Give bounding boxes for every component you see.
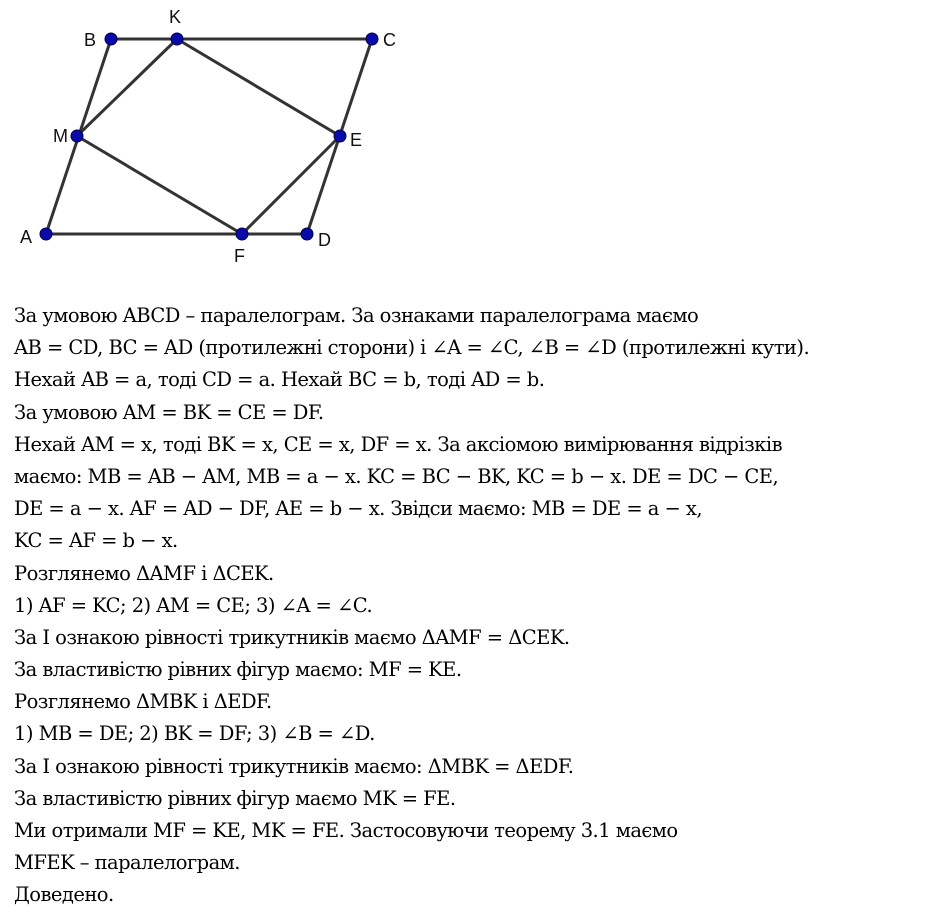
proof-line: 1) MB = DE; 2) BK = DF; 3) ∠B = ∠D. bbox=[14, 722, 375, 746]
point-m bbox=[71, 130, 83, 142]
segment-ke bbox=[177, 39, 340, 136]
point-d bbox=[301, 228, 313, 240]
point-f bbox=[236, 228, 248, 240]
segment-mk bbox=[77, 39, 177, 136]
segment-ef bbox=[242, 136, 340, 234]
proof-line: Нехай AB = a, тоді CD = a. Нехай BC = b, тоді AD = b. bbox=[14, 368, 545, 392]
label-d: D bbox=[318, 230, 331, 250]
proof-line: DE = a − x. AF = AD − DF, AE = b − x. Звідси маємо: MB = DE = a − x, bbox=[14, 497, 703, 521]
point-b bbox=[105, 33, 117, 45]
proof-line: За І ознакою рівності трикутників маємо ΔAMF = ΔCEK. bbox=[14, 625, 570, 649]
proof-line: Нехай AM = x, тоді BK = x, CE = x, DF = x. За аксіомою вимірювання відрізків bbox=[14, 432, 783, 456]
proof-line: маємо: MB = AB − AM, MB = a − x. KC = BC − BK, KC = b − x. DE = DC − CE, bbox=[14, 464, 779, 488]
proof-line: MFEK – паралелограм. bbox=[14, 851, 240, 875]
label-m: M bbox=[53, 126, 68, 146]
parallelogram-figure bbox=[0, 0, 420, 272]
label-c: C bbox=[383, 30, 396, 50]
proof-line: Розглянемо ΔMBK і ΔEDF. bbox=[14, 690, 272, 714]
point-k bbox=[171, 33, 183, 45]
proof-line: За властивістю рівних фігур маємо: MF = KE. bbox=[14, 658, 462, 682]
proof-line: KC = AF = b − x. bbox=[14, 529, 178, 553]
proof-text bbox=[14, 300, 926, 912]
proof-line: За умовою ABCD – паралелограм. За ознаками паралелограма маємо bbox=[14, 304, 699, 327]
proof-line: 1) AF = KC; 2) AM = CE; 3) ∠A = ∠C. bbox=[14, 593, 373, 617]
point-c bbox=[366, 33, 378, 45]
point-e bbox=[334, 130, 346, 142]
proof-line: Доведено. bbox=[14, 883, 114, 907]
proof-line: Розглянемо ΔAMF і ΔCEK. bbox=[14, 561, 274, 585]
point-a bbox=[40, 228, 52, 240]
proof-line: За властивістю рівних фігур маємо MK = FE. bbox=[14, 786, 456, 810]
proof-line: AB = CD, BC = AD (протилежні сторони) і ∠A = ∠C, ∠B = ∠D (протилежні кути). bbox=[14, 336, 810, 360]
label-e: E bbox=[350, 130, 363, 150]
proof-line: За І ознакою рівності трикутників маємо: ΔMBK = ΔEDF. bbox=[14, 754, 574, 778]
proof-line: Ми отримали MF = KE, MK = FE. Застосовуючи теорему 3.1 маємо bbox=[14, 819, 678, 842]
label-b: B bbox=[84, 30, 97, 50]
proof-line: За умовою AM = BK = CE = DF. bbox=[14, 400, 324, 424]
segment-mf bbox=[77, 136, 242, 234]
label-a: A bbox=[20, 227, 33, 247]
label-k: K bbox=[169, 7, 182, 27]
label-f: F bbox=[234, 246, 245, 266]
